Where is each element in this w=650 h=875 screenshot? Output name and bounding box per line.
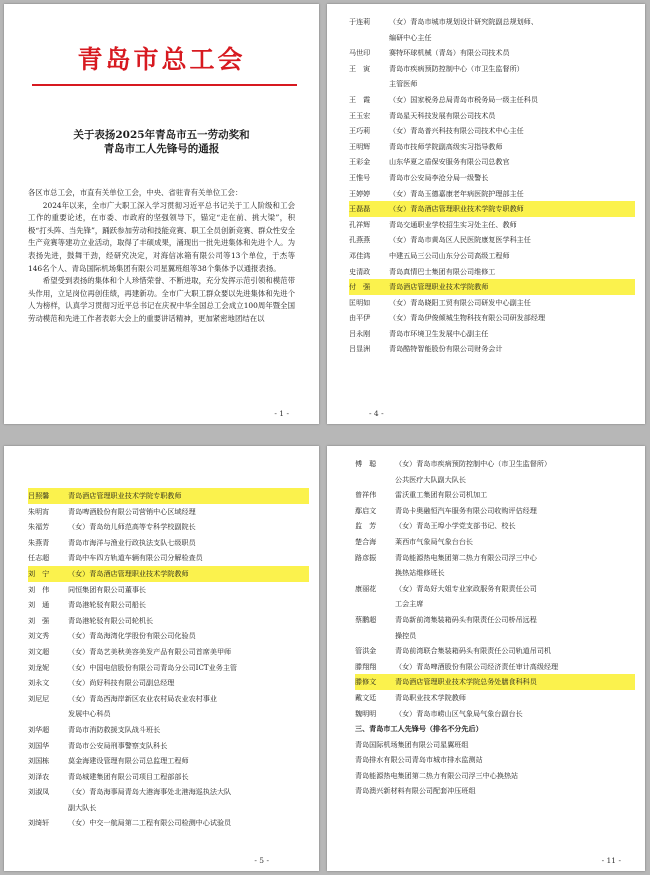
honoree-name: 康丽花 (355, 583, 377, 593)
honoree-description: 工会主席 (395, 599, 424, 609)
list-item (28, 582, 309, 598)
paragraph: 希望受到表扬的集体和个人珍惜荣誉、不断进取，充分发挥示范引领和模范带头作用，立足岗位再创佳绩，再建新功。全市广大职工群众要以先进集体和先进个人为榜样，认真学习贯彻习近平总书记在庆祝中华全国总工会成立100周年暨全国劳动模范和先进工作者表彰大会上的重要讲话精神，更加紧密地团结在以 (28, 276, 295, 323)
honoree-description: （女）青岛幼儿师范高等专科学校副院长 (68, 522, 196, 532)
honoree-description: （女）青岛市黄岛区人民医院康复医学科主任 (389, 235, 531, 245)
list-item (28, 675, 309, 691)
honoree-name: 蔡鹏超 (355, 614, 377, 624)
honoree-description: （女）青岛市疾病预防控制中心（市卫生监督所） (395, 459, 552, 468)
honoree-name: 刘永文 (28, 678, 50, 688)
unit-item: 青岛能源热电集团第二热力有限公司浮三中心换热站 (355, 770, 519, 780)
honoree-name: 管洪金 (355, 646, 377, 656)
honoree-name: 王彩金 (349, 157, 371, 167)
list-item (349, 139, 635, 155)
list-item (349, 217, 635, 233)
honoree-description: （女）青岛普兴科技有限公司技术中心主任 (389, 126, 524, 136)
list-item (28, 738, 309, 754)
honoree-description: 青岛城建集团有限公司项目工程部部长 (68, 771, 189, 781)
document-page-11 (327, 446, 645, 871)
honoree-name: 付 强 (349, 279, 389, 295)
list-item (355, 487, 635, 503)
honoree-name: 刘 宁 (28, 566, 68, 582)
honoree-name: 于连莉 (349, 17, 371, 26)
list-item (355, 456, 635, 472)
list-item (349, 248, 635, 264)
honoree-name: 马世印 (349, 48, 371, 58)
honoree-name: 路彦振 (355, 552, 377, 562)
highlighted-list-item (349, 279, 635, 295)
honoree-description: 莱西市气象局气象台台长 (395, 536, 474, 546)
page-number: - 11 - (601, 856, 621, 865)
honoree-name: 刘国栋 (28, 756, 50, 766)
list-item (28, 550, 309, 566)
document-page-4 (327, 4, 645, 424)
list-item (355, 518, 635, 534)
honoree-name: 王婷婷 (349, 188, 371, 198)
honoree-description: 莫金海建设管理有限公司总监理工程师 (68, 756, 189, 766)
honoree-description: （女）青岛海事局青岛大港海事处北港海巡执法大队 (68, 787, 232, 797)
unit-item: 青岛澳兴新材料有限公司配套冲压班组 (355, 786, 476, 796)
honoree-name: 孔祥辉 (349, 219, 371, 229)
list-item (28, 535, 309, 551)
honoree-name: 吕显洲 (349, 344, 371, 354)
list-item (355, 628, 635, 644)
highlighted-list-item (28, 488, 309, 504)
list-item (28, 613, 309, 629)
honoree-description: 青岛前湾联合集装箱码头有限责任公司轨道吊司机 (395, 646, 552, 656)
list-item (28, 519, 309, 535)
page-number: - 1 - (274, 409, 289, 418)
honoree-name: 刘文超 (28, 646, 50, 656)
list-item (28, 800, 309, 816)
honoree-description: 青岛能源热电集团第二热力有限公司浮三中心 (395, 552, 537, 562)
section-heading: 三、青岛市工人先锋号（排名不分先后） (355, 724, 483, 734)
list-item (355, 596, 635, 612)
honoree-list (28, 488, 309, 831)
honoree-name: 由平伊 (349, 313, 371, 323)
list-item (355, 690, 635, 706)
honoree-description: （女）青岛酒店管理职业技术学院专职教师 (389, 201, 635, 217)
list-item (349, 45, 635, 61)
honoree-name: 史清政 (349, 266, 371, 276)
title-line-2: 青岛市工人先锋号的通报 (103, 143, 220, 155)
honoree-description: 青岛新前湾集装箱码头有限责任公司桥吊远程 (395, 614, 537, 624)
list-item (349, 341, 635, 357)
honoree-name: 刘绮轩 (28, 818, 50, 828)
honoree-name: 曾祥伟 (355, 490, 377, 500)
honoree-name: 魏明明 (355, 708, 377, 718)
honoree-name: 楚合海 (355, 536, 377, 546)
honoree-description: 雷沃重工集团有限公司机加工 (395, 490, 488, 500)
honoree-description: 副大队长 (68, 802, 97, 812)
honoree-name: 朱燕青 (28, 537, 50, 547)
honoree-name: 王玉宏 (349, 110, 371, 120)
honoree-list (355, 456, 635, 799)
honoree-name: 王磊磊 (349, 201, 389, 217)
list-item (355, 472, 635, 488)
honoree-name: 王明辉 (349, 141, 371, 151)
unit-item: 青岛国际机场集团有限公司星翼班组 (355, 739, 469, 749)
honoree-description: （女）青岛好大姐专业家政服务有限责任公司 (395, 583, 537, 593)
honoree-description: 青岛酒店管理职业技术学院总务处膳食科科员 (395, 674, 635, 690)
honoree-name: 监 芳 (355, 521, 377, 531)
list-item (28, 753, 309, 769)
honoree-name: 朱明宵 (28, 506, 50, 516)
list-item (28, 597, 309, 613)
honoree-description: （女）尚好科技有限公司副总经理 (68, 678, 175, 688)
list-item (28, 706, 309, 722)
honoree-name: 刘 通 (28, 600, 50, 610)
honoree-description: 青岛市海洋与渔业行政执法支队七级职员 (68, 537, 196, 547)
list-item (28, 504, 309, 520)
honoree-name: 王惟号 (349, 172, 371, 182)
honoree-name: 吕照馨 (28, 488, 68, 504)
document-page-5 (4, 446, 319, 871)
honoree-name: 鄢启文 (355, 505, 377, 515)
list-item (28, 722, 309, 738)
list-item (355, 643, 635, 659)
honoree-description: （女）青岛伊俊倾城生物科技有限公司研发部经理 (389, 313, 546, 323)
honoree-name: 刘泽农 (28, 771, 50, 781)
honoree-description: 青岛中车四方轨道车辆有限公司分解检查员 (68, 553, 203, 563)
honoree-description: （女）青岛玉德嘉康老年病医院护理部主任 (389, 188, 524, 198)
list-item (28, 815, 309, 831)
honoree-description: 青岛交通职业学校招生实习处主任、教师 (389, 219, 517, 229)
honoree-name: 孔燕燕 (349, 235, 371, 245)
list-item (349, 310, 635, 326)
honoree-description: 青岛市环境卫生发展中心副主任 (389, 328, 489, 338)
list-item (28, 660, 309, 676)
list-item (349, 170, 635, 186)
honoree-description: 青岛市疾病预防控制中心（市卫生监督所） (389, 63, 524, 73)
masthead: 青岛市总工会 (77, 45, 246, 74)
list-item (355, 659, 635, 675)
list-item (28, 691, 309, 707)
list-item (349, 326, 635, 342)
list-item (355, 612, 635, 628)
honoree-name: 滕修文 (355, 674, 395, 690)
page-number: - 5 - (254, 856, 269, 865)
honoree-name: 刘龙妮 (28, 662, 50, 672)
unit-list (355, 737, 635, 799)
highlighted-list-item (355, 674, 635, 690)
honoree-description: （女）青岛海湾化学股份有限公司化验员 (68, 631, 196, 641)
honoree-description: 青岛星天科技发展有限公司技术员 (389, 110, 496, 120)
paragraph: 2024年以来，全市广大职工深入学习贯彻习近平总书记关于工人阶级和工会工作的重要论述，在市委、市政府的坚强领导下，锚定“走在前、挑大梁”，积极“打头阵、当先锋”，踊跃参加劳动和技能竞赛、职工全员创新竞赛、群众性安全生产竞赛等建功立业活动，取得了丰硕成果，涌现出一批先进集体和先进个人。为表扬先进，鼓舞干劲，经研究决定，对海信冰箱有限公司等13个单位，于杰等146名个人、青岛国际机场集团有限公司星翼班组等38个集体予以通报表扬。 (28, 200, 295, 273)
honoree-description: 换热站维修班长 (395, 568, 445, 578)
honoree-description: 发展中心科员 (68, 709, 111, 719)
honoree-description: （女）中交一航局第二工程有限公司检测中心试验员 (68, 818, 232, 828)
honoree-description: 青岛卡奥融恒汽车服务有限公司收购评估经理 (395, 505, 537, 515)
honoree-description: （女）青岛啤酒股份有限公司经济责任审计高级经理 (395, 661, 559, 671)
honoree-name: 刘淑凤 (28, 787, 50, 797)
document-page-1 (4, 4, 319, 424)
honoree-name: 王巧莉 (349, 126, 371, 136)
honoree-name: 匡明如 (349, 297, 371, 307)
honoree-description: 青岛港轮驳有限公司船长 (68, 600, 147, 610)
honoree-description: 青岛市技师学院副高级实习指导教师 (389, 141, 503, 151)
honoree-description: （女）青岛艺美秋美容美发产品有限公司首席美甲师 (68, 646, 232, 656)
list-item (349, 30, 635, 46)
honoree-description: 青岛酒店管理职业技术学院专职教师 (68, 488, 309, 504)
list-item (355, 503, 635, 519)
honoree-name: 吕永刚 (349, 328, 371, 338)
addressee: 各区市总工会，市直有关单位工会，中央、省驻青有关单位工会： (28, 188, 243, 197)
honoree-description: 山东华夏之盾保安服务有限公司总教官 (389, 157, 510, 167)
honoree-description: （女）青岛酒店管理职业技术学院教师 (68, 566, 309, 582)
honoree-description: 青岛酷特智能股份有限公司财务会计 (389, 344, 503, 354)
honoree-description: 青岛市公安局刑事警察支队科长 (68, 740, 168, 750)
list-item (28, 628, 309, 644)
list-item (28, 769, 309, 785)
honoree-description: 赛特环球机械（青岛）有限公司技术员 (389, 48, 510, 58)
list-item (349, 154, 635, 170)
list-item (349, 232, 635, 248)
list-item (349, 264, 635, 280)
list-item (349, 61, 635, 77)
honoree-description: 操控员 (395, 630, 417, 640)
title-line-1: 关于表扬2025年青岛市五一劳动奖和 (73, 129, 250, 141)
list-item (349, 92, 635, 108)
honoree-name: 傅 聪 (355, 459, 377, 468)
document-body (28, 187, 295, 326)
honoree-name: 刘华超 (28, 724, 50, 734)
list-item (349, 76, 635, 92)
honoree-description: 青岛真情巴士集团有限公司维修工 (389, 266, 496, 276)
list-item (28, 784, 309, 800)
honoree-description: （女）青岛市崂山区气象局气象台副台长 (395, 708, 523, 718)
honoree-name: 刘文秀 (28, 631, 50, 641)
honoree-name: 戴文廷 (355, 692, 377, 702)
document-title (24, 128, 299, 156)
honoree-description: 同恒集团有限公司董事长 (68, 584, 147, 594)
list-item (355, 706, 635, 722)
list-item (355, 534, 635, 550)
list-item (355, 550, 635, 566)
honoree-description: 青岛职业技术学院教师 (395, 692, 466, 702)
honoree-name: 邓佳鸿 (349, 250, 371, 260)
list-item (355, 581, 635, 597)
honoree-name: 刘国华 (28, 740, 50, 750)
honoree-name: 刘尼尼 (28, 693, 50, 703)
honoree-description: （女）青岛晓阳工贸有限公司研发中心副主任 (389, 297, 531, 307)
honoree-description: 青岛啤酒股份有限公司营销中心区域经理 (68, 506, 196, 516)
honoree-description: 编研中心主任 (389, 32, 432, 42)
honoree-description: （女）青岛王埠小学党支部书记、校长 (395, 521, 516, 531)
honoree-description: 青岛市公安局李沧分局一级警长 (389, 172, 489, 182)
honoree-description: （女）中国电信股份有限公司青岛分公司ICT业务主管 (68, 662, 238, 672)
highlighted-list-item (349, 201, 635, 217)
list-item (349, 14, 635, 30)
honoree-description: （女）青岛市城市规划设计研究院副总规划师、 (389, 17, 538, 26)
honoree-name: 滕翔翔 (355, 661, 377, 671)
honoree-description: 青岛港轮驳有限公司轮机长 (68, 615, 154, 625)
honoree-description: 青岛酒店管理职业技术学院教师 (389, 279, 635, 295)
list-item (349, 123, 635, 139)
honoree-description: （女）青岛西海岸新区农业农村局农业农村事业 (68, 693, 217, 703)
honoree-name: 刘 伟 (28, 584, 50, 594)
honoree-description: 青岛市消防救援支队战斗班长 (68, 724, 161, 734)
highlighted-list-item (28, 566, 309, 582)
page-number: - 4 - (369, 409, 384, 418)
honoree-description: 公共医疗大队副大队长 (395, 474, 466, 484)
honoree-name: 朱福芳 (28, 522, 50, 532)
honoree-description: 中建五局三公司山东分公司高级工程师 (389, 250, 510, 260)
honoree-entries (355, 456, 635, 721)
honoree-description: 主管医师 (389, 79, 418, 89)
honoree-name: 王 寅 (349, 63, 371, 73)
list-item (349, 108, 635, 124)
list-item (349, 295, 635, 311)
honoree-list (349, 14, 635, 357)
list-item (349, 186, 635, 202)
honoree-name: 王 霞 (349, 94, 371, 104)
honoree-name: 刘 强 (28, 615, 50, 625)
list-item (355, 565, 635, 581)
list-item (28, 644, 309, 660)
honoree-description: （女）国家税务总局青岛市税务局一级主任科员 (389, 94, 538, 104)
masthead-red-line (32, 84, 297, 86)
unit-item: 青岛排水有限公司青岛市城市排水监测站 (355, 755, 483, 765)
honoree-name: 任志超 (28, 553, 50, 563)
